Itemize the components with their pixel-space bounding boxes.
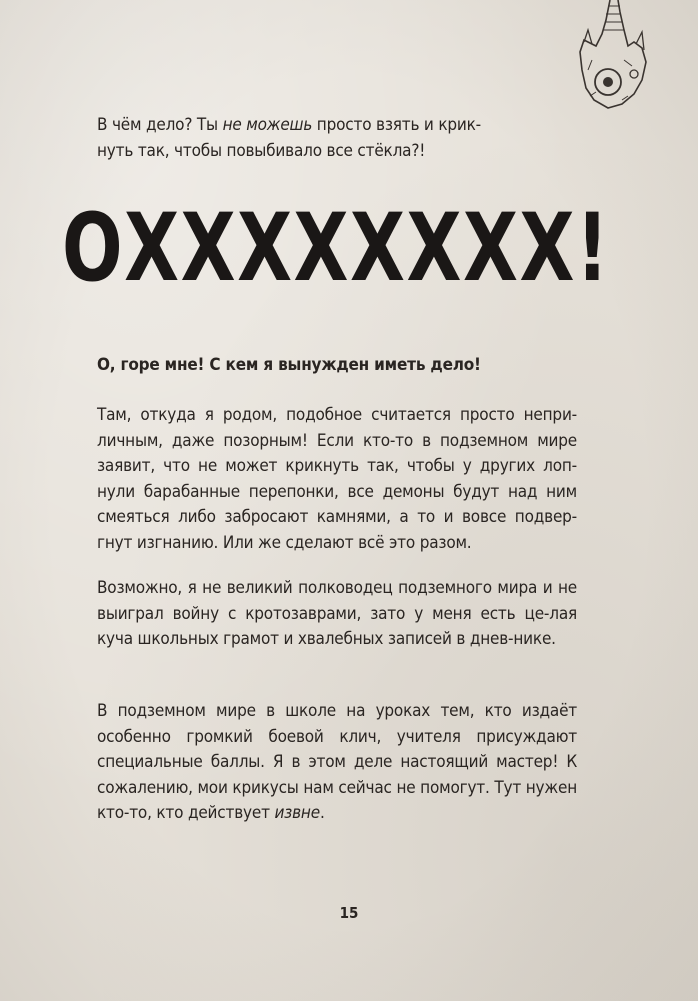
demon-sketch-illustration — [562, 0, 662, 120]
intro-line1-start: В чём дело? Ты — [97, 115, 223, 135]
intro-line1-end: просто взять и крик- — [312, 115, 481, 135]
paragraph-2: Возможно, я не великий полководец подземного мира и не выиграл войну с кротозаврами, зато у меня есть це-лая куча школьных грамот и хвалебных записей в днев-нике. — [97, 578, 577, 649]
shout-lettering — [62, 188, 622, 308]
page-number: 15 — [339, 904, 359, 922]
intro-paragraph — [97, 113, 577, 164]
paragraph-3-end: . — [319, 803, 325, 823]
shout-text: ОХХХХХХХХ! — [62, 194, 610, 303]
paragraph-1: Там, откуда я родом, подобное считается просто непри-личным, даже позорным! Если кто-то в подземном мире заявит, что не может крикнуть так, чтобы у других лоп-нули барабанные перепонки, все демоны будут над ним смеяться либо забросают камнями, а то и вовсе подвер-гнут изгнанию. Или же сделают всё это разом. — [97, 405, 577, 553]
paragraph-3 — [97, 699, 577, 827]
section-heading: О, горе мне! С кем я вынужден иметь дело! — [97, 355, 481, 375]
paragraph-3-text: В подземном мире в школе на уроках тем, кто издаёт особенно громкий боевой клич, учителя присуждают специальные баллы. Я в этом деле настоящий мастер! К сожалению, мои крикусы нам сейчас не помогут. Тут нужен кто-то, кто действует — [97, 701, 577, 823]
paragraph-3-emphasis: извне — [274, 803, 320, 823]
intro-emphasis: не можешь — [222, 115, 313, 135]
intro-line2: нуть так, чтобы повыбивало все стёкла?! — [97, 140, 426, 161]
